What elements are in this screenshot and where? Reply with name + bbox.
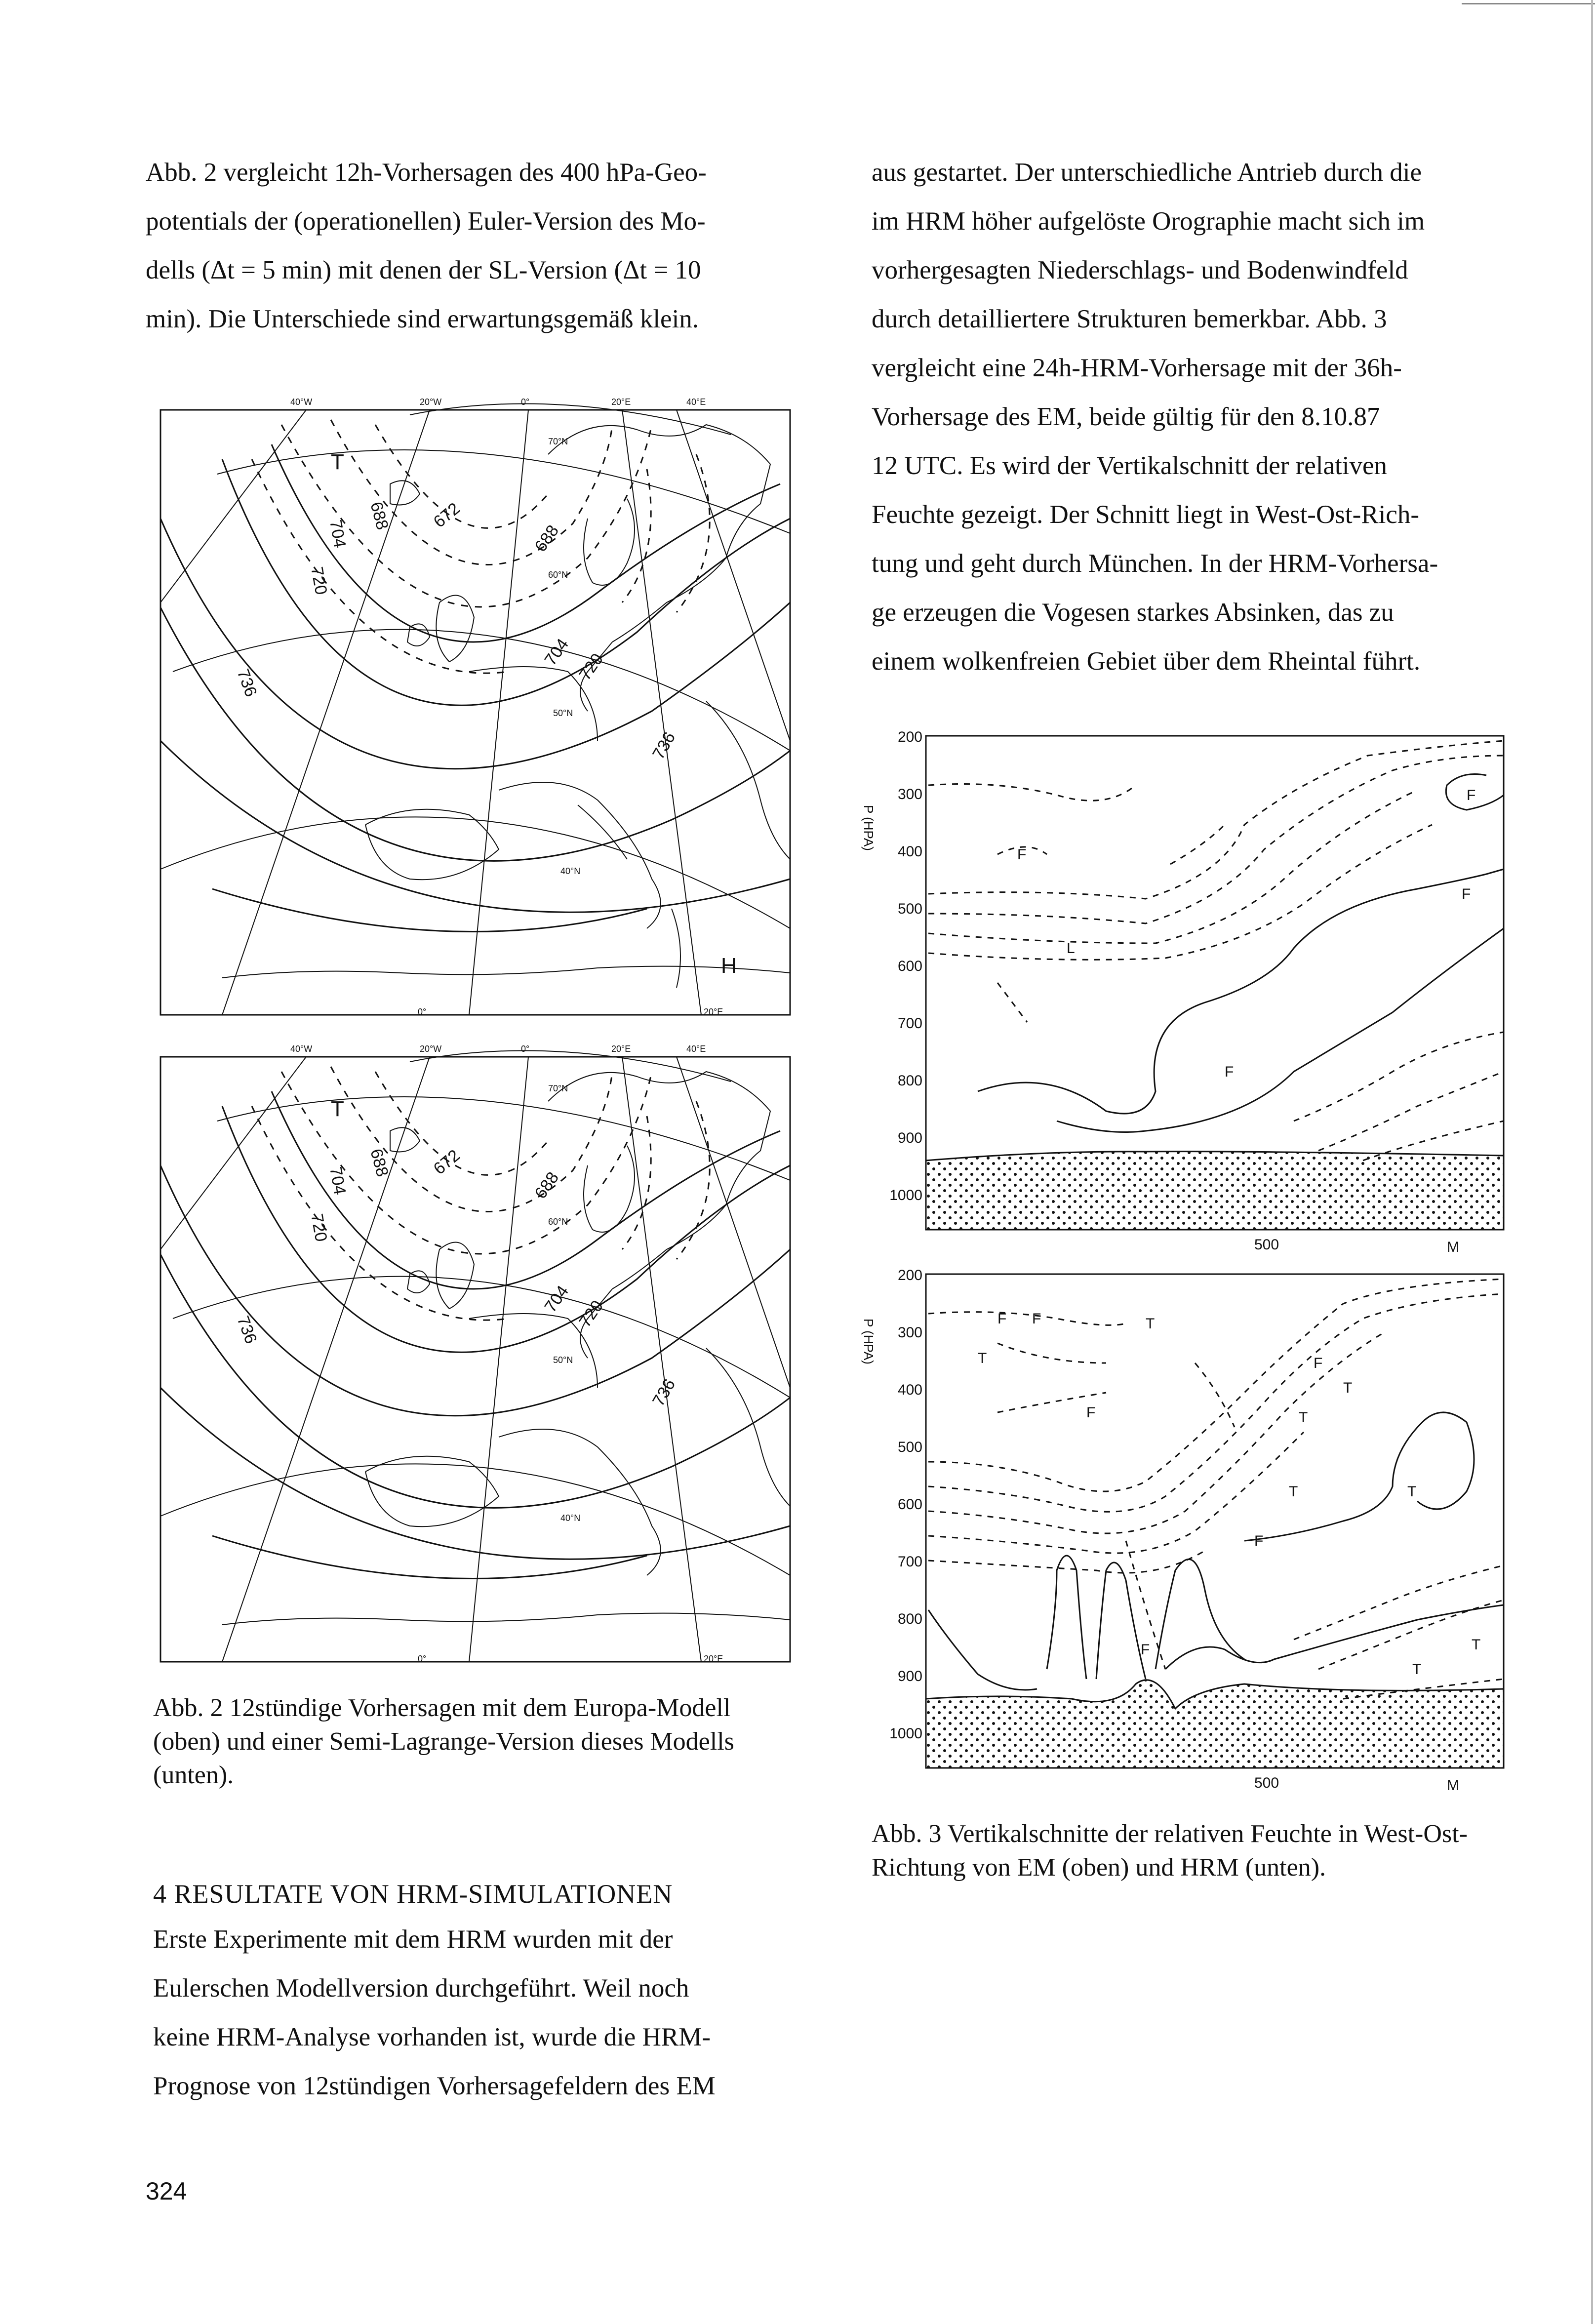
figure-2-caption xyxy=(153,1691,795,1792)
section-label: T xyxy=(1299,1409,1308,1426)
svg-text:300: 300 xyxy=(897,786,922,802)
lat-label: 50°N xyxy=(553,1355,573,1365)
section-line: Eulerschen Modellversion durchgeführt. Weil noch xyxy=(153,1974,689,2003)
section-label: T xyxy=(1146,1316,1155,1332)
left-intro-paragraph xyxy=(146,148,793,344)
svg-text:800: 800 xyxy=(897,1611,922,1627)
right-line: tung und geht durch München. In der HRM-Vorhersa- xyxy=(872,549,1438,578)
lat-label: 40°N xyxy=(560,866,581,876)
lon-label: 0° xyxy=(521,397,530,407)
section-label: F xyxy=(1086,1404,1096,1421)
coastlines xyxy=(222,425,790,988)
contour-label: 736 xyxy=(649,1375,679,1409)
svg-text:1000: 1000 xyxy=(889,1725,922,1742)
right-paragraph xyxy=(872,148,1518,686)
section-label: T xyxy=(978,1350,987,1366)
section-label: T xyxy=(1343,1380,1353,1396)
figure-2-map-upper xyxy=(153,395,795,1017)
meridians xyxy=(160,410,790,1015)
section-label: F xyxy=(1254,1533,1264,1549)
lat-label: 60°N xyxy=(548,570,568,580)
svg-text:1000: 1000 xyxy=(889,1187,922,1203)
right-line: vorhergesagten Niederschlags- und Bodenwindfeld xyxy=(872,256,1408,284)
right-line: Feuchte gezeigt. Der Schnitt liegt in West-Ost-Rich- xyxy=(872,500,1419,529)
right-line: aus gestartet. Der unterschiedliche Antrieb durch die xyxy=(872,158,1422,187)
lon-label: 20°E xyxy=(611,397,631,407)
high-pressure-symbol: H xyxy=(721,954,737,978)
contour-label: 672 xyxy=(430,499,464,532)
section-label: F xyxy=(1314,1355,1323,1371)
svg-text:600: 600 xyxy=(897,1496,922,1513)
contour-label: 720 xyxy=(575,1297,607,1331)
pressure-labels xyxy=(889,729,922,1203)
figure-3-section-upper xyxy=(849,726,1511,1259)
svg-text:700: 700 xyxy=(897,1554,922,1570)
lon-label: 40°W xyxy=(290,397,313,407)
section-label: F xyxy=(997,1311,1007,1327)
lon-label: 20°E xyxy=(704,1007,723,1017)
dashed-contours xyxy=(928,1279,1504,1699)
contour-label: 688 xyxy=(531,1168,563,1202)
lon-label: 0° xyxy=(521,1044,530,1054)
section-label: F xyxy=(1467,787,1476,803)
low-pressure-symbol: T xyxy=(331,450,344,474)
right-line: einem wolkenfreien Gebiet über dem Rheintal führt. xyxy=(872,647,1421,676)
section-upper-svg xyxy=(849,726,1511,1259)
right-line: ge erzeugen die Vogesen starkes Absinken, das zu xyxy=(872,598,1394,627)
axis-title: P (HPA) xyxy=(861,1319,876,1364)
contour-label: 688 xyxy=(366,1147,392,1179)
axis-title: P (HPA) xyxy=(861,805,876,851)
section-4 xyxy=(153,1877,795,2111)
section-label: T xyxy=(1407,1483,1417,1500)
svg-text:400: 400 xyxy=(897,1382,922,1398)
map-upper-svg xyxy=(153,395,795,1017)
dashed-contours xyxy=(928,741,1504,1161)
section-label: T xyxy=(1472,1637,1481,1653)
lon-label: 40°W xyxy=(290,1044,313,1054)
section-label: F xyxy=(1225,1064,1234,1080)
lon-label: 40°E xyxy=(686,1044,706,1054)
meridians xyxy=(160,1057,790,1662)
parallels xyxy=(160,404,790,929)
low-pressure-symbol: T xyxy=(331,1097,344,1121)
svg-text:900: 900 xyxy=(897,1130,922,1146)
svg-text:200: 200 xyxy=(897,729,922,745)
contour-label: 736 xyxy=(233,1313,261,1347)
contour-label: 720 xyxy=(307,565,331,597)
orography xyxy=(926,1680,1504,1768)
solid-contours xyxy=(928,1412,1504,1690)
figure-3-caption xyxy=(872,1817,1518,1884)
section-label: F xyxy=(1017,846,1027,863)
section-label: T xyxy=(1289,1483,1298,1500)
lon-label: 20°W xyxy=(420,1044,442,1054)
section-label: L xyxy=(1067,940,1075,957)
svg-text:500: 500 xyxy=(897,901,922,917)
section-label: F xyxy=(1462,886,1471,902)
x-label: 500 xyxy=(1254,1237,1279,1253)
map-frame xyxy=(160,1057,790,1662)
map-frame xyxy=(160,410,790,1015)
figure-3-caption-text: Abb. 3 Vertikalschnitte der relativen Feuchte in West-Ost-Richtung von EM (oben) und HRM (unten). xyxy=(872,1820,1468,1882)
x-label: M xyxy=(1447,1777,1459,1794)
lat-label: 60°N xyxy=(548,1217,568,1227)
contour-label: 704 xyxy=(326,518,350,550)
page-top-rule xyxy=(1462,3,1595,4)
svg-text:200: 200 xyxy=(897,1267,922,1283)
lon-label: 0° xyxy=(418,1654,427,1664)
contour-label: 704 xyxy=(326,1165,350,1197)
svg-text:600: 600 xyxy=(897,958,922,974)
contour-label: 736 xyxy=(233,666,261,700)
figure-2-caption-text: Abb. 2 12stündige Vorhersagen mit dem Europa-Modell (oben) und einer Semi-Lagrange-Version dieses Modells (unten). xyxy=(153,1694,734,1789)
map-lower-svg xyxy=(153,1042,795,1664)
figure-3-section-lower xyxy=(849,1264,1511,1798)
contour-label: 688 xyxy=(531,521,563,556)
svg-text:500: 500 xyxy=(897,1439,922,1455)
coastlines xyxy=(222,1072,790,1625)
lon-label: 20°E xyxy=(611,1044,631,1054)
svg-text:300: 300 xyxy=(897,1324,922,1341)
intro-line: potentials der (operationellen) Euler-Version des Mo- xyxy=(146,207,706,236)
contour-label: 720 xyxy=(575,650,607,684)
section-heading: 4 RESULTATE VON HRM-SIMULATIONEN xyxy=(153,1879,673,1909)
solid-contours xyxy=(978,774,1504,1132)
svg-text:900: 900 xyxy=(897,1668,922,1684)
lat-label: 50°N xyxy=(553,708,573,718)
right-line: im HRM höher aufgelöste Orographie macht sich im xyxy=(872,207,1425,236)
right-line: vergleicht eine 24h-HRM-Vorhersage mit der 36h- xyxy=(872,354,1402,382)
section-line: Erste Experimente mit dem HRM wurden mit der xyxy=(153,1925,673,1954)
figure-2-map-lower xyxy=(153,1042,795,1664)
lon-label: 20°W xyxy=(420,397,442,407)
right-line: 12 UTC. Es wird der Vertikalschnitt der relativen xyxy=(872,451,1388,480)
svg-text:700: 700 xyxy=(897,1015,922,1032)
section-label: T xyxy=(1412,1661,1422,1678)
contour-label: 736 xyxy=(649,728,679,762)
section-line: keine HRM-Analyse vorhanden ist, wurde die HRM- xyxy=(153,2023,711,2051)
pressure-labels xyxy=(889,1267,922,1742)
contour-label: 704 xyxy=(541,1282,573,1316)
intro-line: min). Die Unterschiede sind erwartungsgemäß klein. xyxy=(146,305,699,333)
right-line: Vorhersage des EM, beide gültig für den 8.10.87 xyxy=(872,402,1380,431)
contour-label: 720 xyxy=(307,1212,331,1243)
lon-label: 0° xyxy=(418,1007,427,1017)
x-label: 500 xyxy=(1254,1775,1279,1791)
svg-text:800: 800 xyxy=(897,1073,922,1089)
section-line: Prognose von 12stündigen Vorhersagefeldern des EM xyxy=(153,2072,716,2100)
contour-label: 704 xyxy=(541,635,573,669)
section-label: F xyxy=(1141,1642,1150,1658)
lat-label: 40°N xyxy=(560,1513,581,1523)
intro-line: dells (Δt = 5 min) mit denen der SL-Version (Δt = 10 xyxy=(146,256,701,284)
page-number: 324 xyxy=(146,2177,187,2205)
x-label: M xyxy=(1447,1239,1459,1255)
svg-text:400: 400 xyxy=(897,843,922,860)
contour-label: 672 xyxy=(430,1146,464,1179)
lat-label: 70°N xyxy=(548,1083,568,1093)
page-right-edge xyxy=(1591,0,1593,2324)
lon-label: 20°E xyxy=(704,1654,723,1664)
parallels xyxy=(160,1051,790,1576)
intro-line: Abb. 2 vergleicht 12h-Vorhersagen des 400 hPa-Geo- xyxy=(146,158,707,187)
section-lower-svg xyxy=(849,1264,1511,1798)
orography xyxy=(926,1152,1504,1230)
lat-label: 70°N xyxy=(548,437,568,446)
section-label: F xyxy=(1032,1311,1041,1327)
right-line: durch detailliertere Strukturen bemerkbar. Abb. 3 xyxy=(872,305,1387,333)
lon-label: 40°E xyxy=(686,397,706,407)
contour-label: 688 xyxy=(366,500,392,532)
